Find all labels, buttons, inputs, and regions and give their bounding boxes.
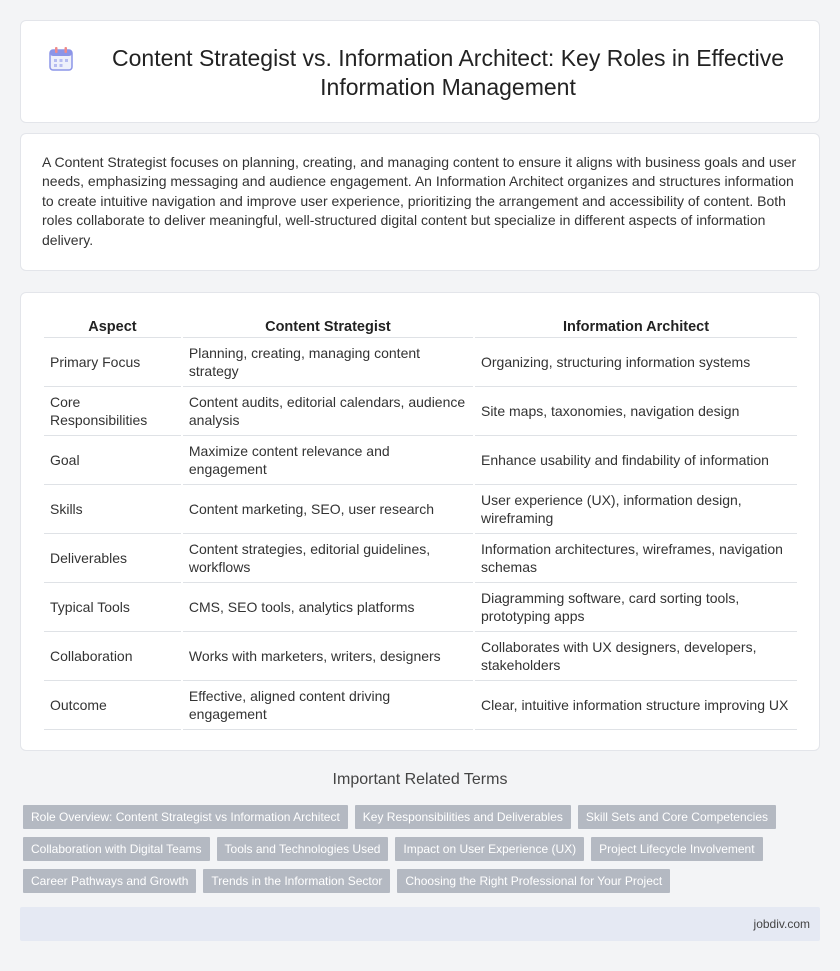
footer — [20, 907, 820, 941]
cell-aspect: Deliverables — [44, 534, 181, 583]
related-term-tag[interactable]: Tools and Technologies Used — [217, 837, 389, 861]
cell-information-architect: Clear, intuitive information structure improving UX — [475, 681, 797, 730]
related-term-tag[interactable]: Impact on User Experience (UX) — [395, 837, 584, 861]
cell-information-architect: Enhance usability and findability of information — [475, 436, 797, 485]
header-card — [20, 20, 820, 123]
cell-information-architect: Information architectures, wireframes, navigation schemas — [475, 534, 797, 583]
cell-content-strategist: CMS, SEO tools, analytics platforms — [183, 583, 473, 632]
cell-aspect: Typical Tools — [44, 583, 181, 632]
related-term-tag[interactable]: Skill Sets and Core Competencies — [578, 805, 776, 829]
related-term-tag[interactable]: Trends in the Information Sector — [203, 869, 390, 893]
related-term-tag[interactable]: Key Responsibilities and Deliverables — [355, 805, 571, 829]
related-term-tag[interactable]: Project Lifecycle Involvement — [591, 837, 762, 861]
related-term-tag[interactable]: Role Overview: Content Strategist vs Information Architect — [23, 805, 348, 829]
intro-card — [20, 133, 820, 271]
table-row — [44, 632, 797, 681]
cell-information-architect: User experience (UX), information design, wireframing — [475, 485, 797, 534]
cell-aspect: Primary Focus — [44, 338, 181, 387]
table-row — [44, 583, 797, 632]
intro-paragraph: A Content Strategist focuses on planning, creating, and managing content to ensure it aligns with business goals and user needs, emphasizing messaging and audience engagement. An Information Architect organizes and structures information to create intuitive navigation and improve user experience, prioritizing the arrangement and accessibility of content. Both roles collaborate to deliver meaningful, well-structured digital content but specialize in different aspects of information delivery. — [42, 154, 797, 248]
cell-information-architect: Site maps, taxonomies, navigation design — [475, 387, 797, 436]
table-row — [44, 387, 797, 436]
calendar-icon — [48, 46, 74, 72]
table-row — [44, 436, 797, 485]
table-row — [44, 485, 797, 534]
cell-aspect: Core Responsibilities — [44, 387, 181, 436]
table-row — [44, 681, 797, 730]
comparison-table-card — [20, 292, 820, 751]
cell-aspect: Goal — [44, 436, 181, 485]
header-information-architect: Information Architect — [475, 314, 797, 338]
related-terms-title: Important Related Terms — [332, 771, 508, 788]
table-header-row — [44, 314, 797, 338]
table-row — [44, 338, 797, 387]
related-term-tag[interactable]: Choosing the Right Professional for Your Project — [397, 869, 670, 893]
cell-information-architect: Organizing, structuring information systems — [475, 338, 797, 387]
cell-content-strategist: Content marketing, SEO, user research — [183, 485, 473, 534]
cell-aspect: Collaboration — [44, 632, 181, 681]
cell-content-strategist: Planning, creating, managing content strategy — [183, 338, 473, 387]
cell-content-strategist: Maximize content relevance and engagement — [183, 436, 473, 485]
related-term-tag[interactable]: Collaboration with Digital Teams — [23, 837, 210, 861]
cell-content-strategist: Content strategies, editorial guidelines, workflows — [183, 534, 473, 583]
table-row — [44, 534, 797, 583]
footer-site-link[interactable]: jobdiv.com — [753, 917, 810, 931]
tag-row — [23, 837, 803, 861]
related-terms-list — [23, 805, 803, 901]
related-term-tag[interactable]: Career Pathways and Growth — [23, 869, 196, 893]
cell-aspect: Skills — [44, 485, 181, 534]
cell-aspect: Outcome — [44, 681, 181, 730]
tag-row — [23, 869, 803, 893]
comparison-table — [42, 314, 799, 730]
header-aspect: Aspect — [44, 314, 181, 338]
cell-content-strategist: Effective, aligned content driving engagement — [183, 681, 473, 730]
cell-information-architect: Collaborates with UX designers, developers, stakeholders — [475, 632, 797, 681]
cell-content-strategist: Works with marketers, writers, designers — [183, 632, 473, 681]
tag-row — [23, 805, 803, 829]
page-title: Content Strategist vs. Information Architect: Key Roles in Effective Information Management — [112, 45, 784, 100]
header-content-strategist: Content Strategist — [183, 314, 473, 338]
cell-information-architect: Diagramming software, card sorting tools, prototyping apps — [475, 583, 797, 632]
cell-content-strategist: Content audits, editorial calendars, audience analysis — [183, 387, 473, 436]
